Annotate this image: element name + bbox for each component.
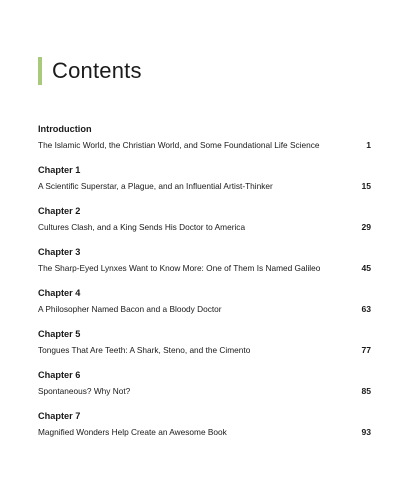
heading-accent-bar [38, 57, 42, 85]
chapter-title: Magnified Wonders Help Create an Awesome Book [38, 427, 227, 437]
page-number: 15 [361, 181, 371, 191]
chapter-label: Introduction [38, 124, 92, 134]
page-number: 45 [361, 263, 371, 273]
table-of-contents [38, 123, 374, 451]
toc-entry-chapter-3[interactable] [38, 246, 374, 287]
toc-entry-introduction[interactable] [38, 123, 374, 164]
toc-entry-chapter-6[interactable] [38, 369, 374, 410]
chapter-title: The Islamic World, the Christian World, and Some Foundational Life Science [38, 140, 320, 150]
chapter-label: Chapter 2 [38, 206, 81, 216]
chapter-label: Chapter 6 [38, 370, 81, 380]
page-number: 85 [361, 386, 371, 396]
chapter-label: Chapter 7 [38, 411, 81, 421]
page-number: 1 [366, 140, 371, 150]
page-title: Contents [52, 58, 142, 83]
chapter-title: Tongues That Are Teeth: A Shark, Steno, and the Cimento [38, 345, 251, 355]
toc-entry-chapter-4[interactable] [38, 287, 374, 328]
chapter-title: The Sharp-Eyed Lynxes Want to Know More: One of Them Is Named Galileo [38, 263, 321, 273]
toc-entry-chapter-7[interactable] [38, 410, 374, 451]
chapter-title: Cultures Clash, and a King Sends His Doctor to America [38, 222, 246, 232]
chapter-label: Chapter 4 [38, 288, 81, 298]
page-number: 63 [361, 304, 371, 314]
page-number: 77 [361, 345, 371, 355]
chapter-label: Chapter 1 [38, 165, 81, 175]
toc-entry-chapter-1[interactable] [38, 164, 374, 205]
toc-entry-chapter-5[interactable] [38, 328, 374, 369]
chapter-title: A Philosopher Named Bacon and a Bloody Doctor [38, 304, 222, 314]
chapter-label: Chapter 3 [38, 247, 81, 257]
page-number: 29 [361, 222, 371, 232]
toc-entry-chapter-2[interactable] [38, 205, 374, 246]
chapter-title: Spontaneous? Why Not? [38, 386, 131, 396]
chapter-title: A Scientific Superstar, a Plague, and an Influential Artist-Thinker [38, 181, 273, 191]
page-number: 93 [361, 427, 371, 437]
chapter-label: Chapter 5 [38, 329, 81, 339]
contents-heading [38, 57, 142, 85]
